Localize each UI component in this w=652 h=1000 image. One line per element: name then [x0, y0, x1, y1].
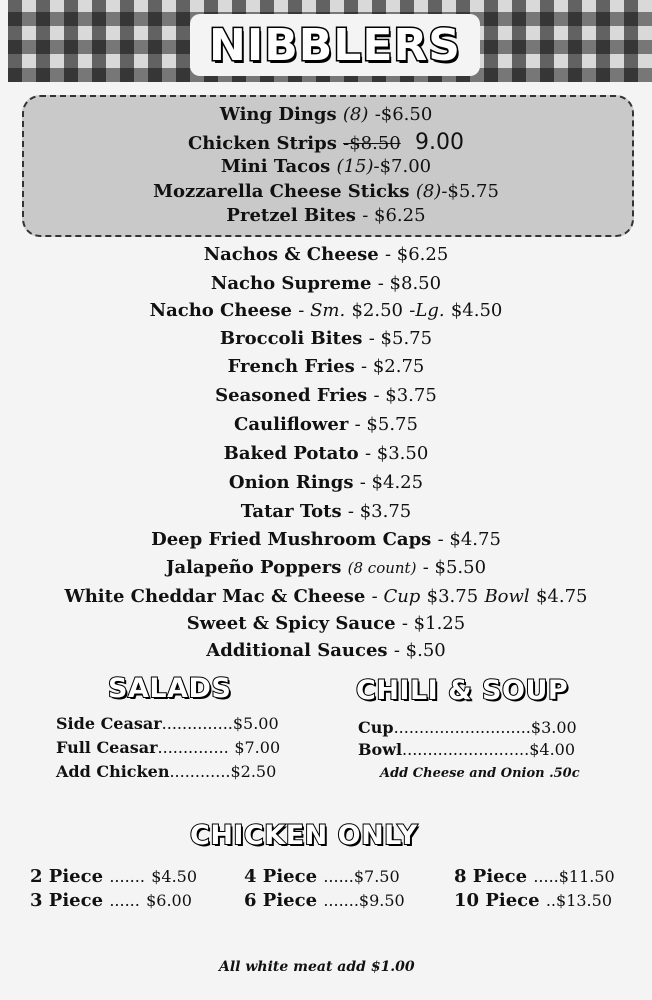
menu-item: [0, 104, 652, 125]
menu-item: [0, 414, 652, 435]
item-name: Baked Potato: [223, 443, 359, 464]
menu-item: [0, 156, 652, 177]
item-name: 2 Piece: [30, 866, 104, 887]
menu-item: [0, 356, 652, 377]
chili-soup-title: CHILI & SOUP: [356, 675, 569, 706]
item-price: -$7.00: [373, 156, 432, 177]
item-name: 6 Piece: [244, 890, 318, 911]
item-price: - $8.50: [377, 273, 442, 294]
item-price: -$6.50: [374, 104, 433, 125]
salad-row: [56, 762, 276, 781]
item-price: - $5.75: [354, 414, 418, 435]
item-name: Additional Sauces: [206, 640, 388, 661]
menu-item: [0, 181, 652, 202]
salad-row: [56, 738, 280, 757]
item-dots: .......: [109, 867, 145, 886]
item-price: $11.50: [558, 867, 615, 886]
item-price: - $4.75: [437, 529, 501, 550]
menu-item: [0, 586, 652, 607]
row-dots: ...........................: [393, 718, 531, 737]
item-count: (8): [342, 104, 369, 125]
row-price: $2.50: [230, 762, 277, 781]
row-name: Full Ceasar: [56, 738, 158, 757]
item-price: - $.50: [393, 640, 446, 661]
item-name: 10 Piece: [454, 890, 540, 911]
menu-item: [0, 529, 652, 550]
item-price: $9.50: [358, 891, 405, 910]
row-price: $4.00: [529, 740, 576, 759]
item-name: 4 Piece: [244, 866, 318, 887]
row-name: Cup: [358, 718, 394, 737]
title-banner: [190, 14, 480, 76]
item-name: Mozzarella Cheese Sticks: [153, 181, 410, 202]
row-price: $7.00: [234, 738, 281, 757]
item-name: Tatar Tots: [240, 501, 342, 522]
row-price: $3.00: [530, 718, 577, 737]
menu-item: [0, 443, 652, 464]
item-dots: ..: [545, 891, 557, 910]
chili-row: [358, 740, 575, 759]
item-name: French Fries: [227, 356, 355, 377]
item-price: $4.50: [151, 867, 198, 886]
menu-item: [0, 244, 652, 265]
chicken-item: [454, 890, 612, 911]
chicken-item: [30, 890, 192, 911]
item-price: - $2.75: [361, 356, 425, 377]
item-name: Mini Tacos: [220, 156, 331, 177]
menu-item: [0, 328, 652, 349]
row-dots: ............: [169, 762, 231, 781]
chili-row: [358, 718, 577, 737]
item-name: Broccoli Bites: [219, 328, 363, 349]
item-count: (8 count): [347, 559, 417, 577]
menu-item: [0, 205, 652, 226]
item-count: (8): [415, 181, 442, 202]
item-name: Onion Rings: [228, 472, 354, 493]
handwritten-price: 9.00: [415, 130, 464, 155]
row-dots: ..............: [157, 738, 229, 757]
item-name: Nachos & Cheese: [203, 244, 379, 265]
menu-item: [0, 385, 652, 406]
chicken-only-title: CHICKEN ONLY: [190, 820, 418, 851]
chicken-note: All white meat add $1.00: [219, 959, 415, 975]
item-name: Nacho Cheese: [149, 300, 292, 321]
item-price: - $1.25: [401, 613, 466, 634]
item-dots: ......: [109, 891, 140, 910]
item-price: - $4.25: [359, 472, 424, 493]
row-dots: .........................: [402, 740, 530, 759]
chicken-item: [244, 866, 400, 887]
item-count: (15): [336, 156, 374, 177]
item-price: -: [298, 300, 311, 321]
bowl-price: $4.75: [535, 586, 588, 607]
row-name: Bowl: [358, 740, 403, 759]
menu-item: [0, 130, 652, 155]
item-name: Nacho Supreme: [210, 273, 372, 294]
menu-item: [0, 273, 652, 294]
item-price: - $3.75: [347, 501, 412, 522]
item-price: - $6.25: [362, 205, 426, 226]
item-name: White Cheddar Mac & Cheese: [64, 586, 366, 607]
item-name: 3 Piece: [30, 890, 104, 911]
menu-item: [0, 613, 652, 634]
item-name: Pretzel Bites: [226, 205, 356, 226]
menu-item: [0, 501, 652, 522]
chicken-item: [244, 890, 405, 911]
checkered-header: [8, 0, 652, 82]
item-price: - $6.25: [384, 244, 449, 265]
row-price: $5.00: [232, 714, 279, 733]
row-name: Add Chicken: [56, 762, 170, 781]
size-large: -Lg.: [409, 300, 445, 321]
item-price: - $3.75: [373, 385, 437, 406]
item-dots: .....: [533, 867, 559, 886]
salad-row: [56, 714, 279, 733]
item-price: $13.50: [556, 891, 612, 910]
salads-title: SALADS: [108, 673, 232, 704]
item-name: Wing Dings: [219, 104, 337, 125]
row-dots: ..............: [161, 714, 233, 733]
large-price: $4.50: [450, 300, 503, 321]
menu-item: [0, 300, 652, 321]
menu-item: [0, 640, 652, 661]
item-price: - $5.50: [422, 557, 487, 578]
old-price: -$8.50: [343, 133, 401, 154]
item-name: Cauliflower: [234, 414, 349, 435]
item-price: - $3.50: [364, 443, 429, 464]
item-price: - $5.75: [368, 328, 433, 349]
menu-item: [0, 472, 652, 493]
item-name: Deep Fried Mushroom Caps: [151, 529, 432, 550]
menu-item: [0, 557, 652, 578]
item-name: Sweet & Spicy Sauce: [186, 613, 396, 634]
item-name: Chicken Strips: [187, 133, 337, 154]
item-price: -$5.75: [441, 181, 499, 202]
page-title: NIBBLERS: [209, 19, 461, 71]
item-dots: .......: [323, 891, 359, 910]
item-price: $7.50: [353, 867, 400, 886]
chicken-item: [454, 866, 615, 887]
cup-price: $3.75: [426, 586, 479, 607]
item-dots: ......: [323, 867, 354, 886]
row-name: Side Ceasar: [56, 714, 162, 733]
item-name: Seasoned Fries: [215, 385, 368, 406]
item-name: Jalapeño Poppers: [165, 557, 342, 578]
size-cup: - Cup: [371, 586, 421, 607]
item-name: 8 Piece: [454, 866, 528, 887]
small-price: $2.50: [351, 300, 403, 321]
size-small: Sm.: [310, 300, 346, 321]
item-price: $6.00: [146, 891, 192, 910]
chicken-item: [30, 866, 197, 887]
chili-note: Add Cheese and Onion .50c: [380, 766, 580, 781]
size-bowl: Bowl: [484, 586, 530, 607]
